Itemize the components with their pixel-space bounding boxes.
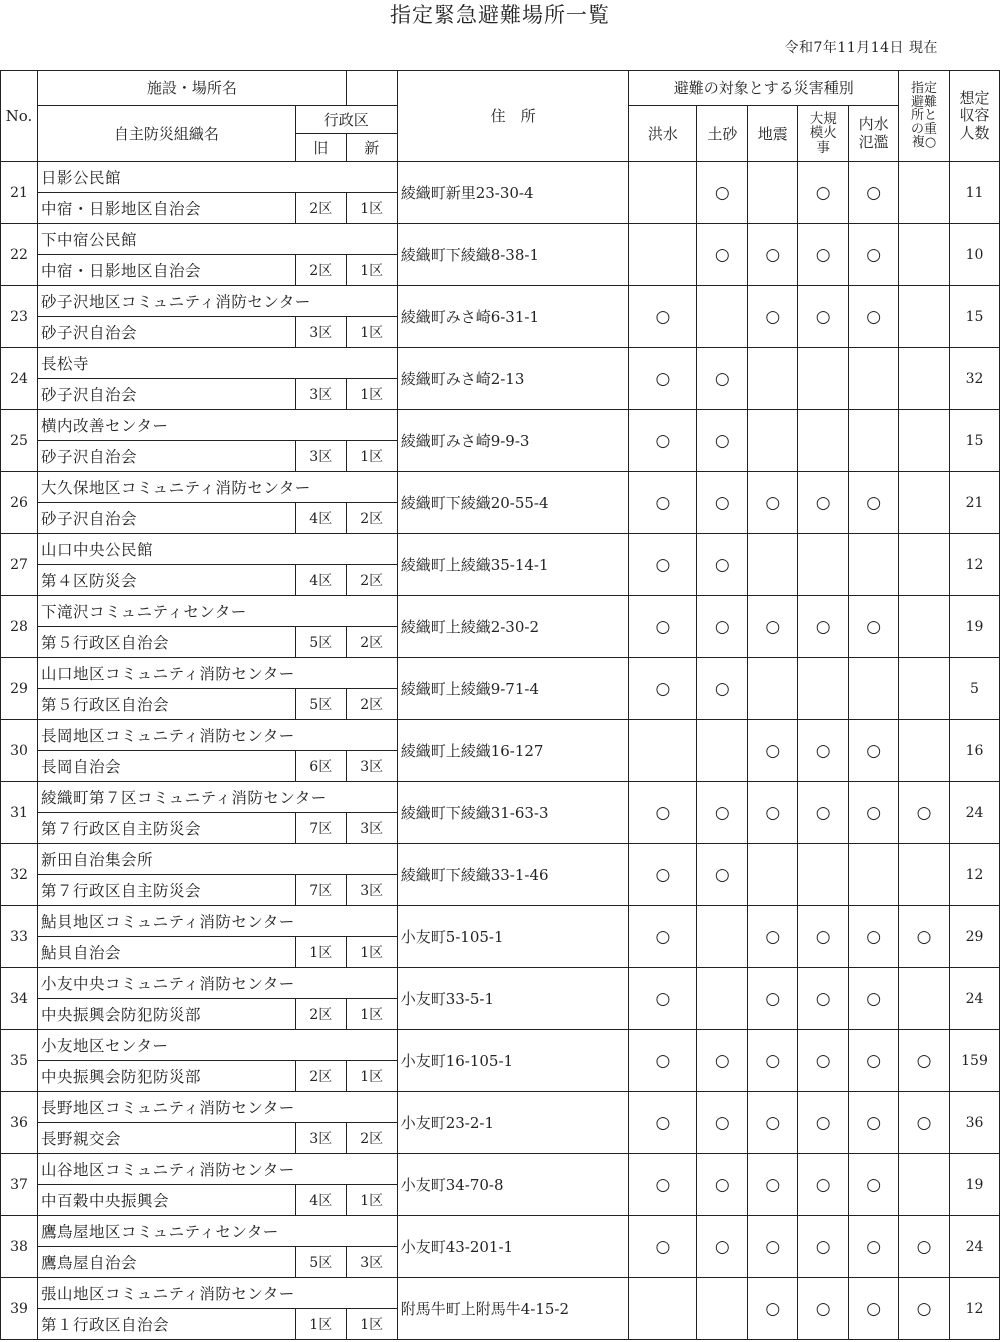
address: 綾織町下綾織8-38-1 [397,224,629,286]
mark-fire: ○ [798,596,849,658]
mark-fire: ○ [798,286,849,348]
capacity: 159 [949,1030,999,1092]
mark-earthquake [748,844,798,906]
mark-earthquake [748,534,798,596]
mark-fire: ○ [798,1216,849,1278]
ward-new: 1区 [346,441,397,472]
mark-fire [798,844,849,906]
mark-overlap [899,720,950,782]
ward-old: 3区 [295,317,346,348]
mark-sediment: ○ [697,534,748,596]
table-row [1,1092,1000,1123]
mark-fire [798,534,849,596]
table-row [1,596,1000,627]
facility-name: 山口地区コミュニティ消防センター [37,658,397,689]
mark-flood: ○ [629,1216,697,1278]
mark-overlap: ○ [899,1030,950,1092]
mark-earthquake: ○ [748,720,798,782]
facility-name: 鷹鳥屋地区コミュニティセンター [37,1216,397,1247]
page-title: 指定緊急避難場所一覧 [390,3,610,27]
mark-overlap: ○ [899,1092,950,1154]
facility-name: 長岡地区コミュニティ消防センター [37,720,397,751]
facility-name: 張山地区コミュニティ消防センター [37,1278,397,1309]
address: 綾織町上綾織2-30-2 [397,596,629,658]
mark-inland [849,410,899,472]
ward-new: 1区 [346,193,397,224]
address: 綾織町上綾織16-127 [397,720,629,782]
mark-fire: ○ [798,1092,849,1154]
capacity: 12 [949,534,999,596]
mark-earthquake: ○ [748,1030,798,1092]
mark-overlap [899,968,950,1030]
mark-overlap [899,410,950,472]
ward-old: 2区 [295,999,346,1030]
address: 綾織町みさ崎2-13 [397,348,629,410]
org-name: 砂子沢自治会 [37,441,295,472]
header-flood: 洪水 [629,106,697,162]
facility-name: 長松寺 [37,348,397,379]
mark-flood [629,224,697,286]
ward-old: 3区 [295,441,346,472]
org-name: 第５行政区自治会 [37,689,295,720]
address: 綾織町新里23-30-4 [397,162,629,224]
address: 綾織町みさ崎9-9-3 [397,410,629,472]
address: 小友町33-5-1 [397,968,629,1030]
facility-name: 長野地区コミュニティ消防センター [37,1092,397,1123]
row-number: 39 [1,1278,38,1340]
row-number: 24 [1,348,38,410]
mark-sediment [697,286,748,348]
address: 綾織町下綾織20-55-4 [397,472,629,534]
header-earthquake: 地震 [748,106,798,162]
row-number: 35 [1,1030,38,1092]
mark-fire [798,410,849,472]
mark-flood: ○ [629,844,697,906]
capacity: 11 [949,162,999,224]
row-number: 31 [1,782,38,844]
header-ward-new: 新 [346,134,397,162]
ward-old: 1区 [295,937,346,968]
row-number: 30 [1,720,38,782]
mark-flood: ○ [629,782,697,844]
table-row [1,1154,1000,1185]
address: 小友町5-105-1 [397,906,629,968]
header-inland-flood: 内水 氾濫 [849,106,899,162]
mark-inland [849,844,899,906]
ward-new: 3区 [346,1247,397,1278]
row-number: 36 [1,1092,38,1154]
mark-inland: ○ [849,472,899,534]
mark-overlap: ○ [899,906,950,968]
facility-name: 新田自治集会所 [37,844,397,875]
ward-old: 3区 [295,379,346,410]
ward-old: 3区 [295,1123,346,1154]
org-name: 中央振興会防犯防災部 [37,1061,295,1092]
org-name: 砂子沢自治会 [37,317,295,348]
table-row [1,224,1000,255]
table-row [1,968,1000,999]
mark-flood [629,162,697,224]
ward-old: 5区 [295,1247,346,1278]
mark-overlap [899,534,950,596]
mark-fire: ○ [798,968,849,1030]
row-number: 37 [1,1154,38,1216]
mark-sediment: ○ [697,596,748,658]
ward-new: 1区 [346,1185,397,1216]
address: 綾織町みさ崎6-31-1 [397,286,629,348]
mark-flood: ○ [629,1030,697,1092]
mark-sediment [697,720,748,782]
mark-sediment: ○ [697,658,748,720]
table-row [1,410,1000,441]
address: 附馬牛町上附馬牛4-15-2 [397,1278,629,1340]
row-number: 26 [1,472,38,534]
org-name: 第７行政区自主防災会 [37,875,295,906]
mark-sediment: ○ [697,1092,748,1154]
table-row [1,906,1000,937]
mark-overlap: ○ [899,1278,950,1340]
mark-overlap [899,658,950,720]
facility-name: 小友地区センター [37,1030,397,1061]
row-number: 38 [1,1216,38,1278]
org-name: 第７行政区自主防災会 [37,813,295,844]
facility-name: 小友中央コミュニティ消防センター [37,968,397,999]
mark-earthquake: ○ [748,596,798,658]
mark-inland: ○ [849,1216,899,1278]
header-disaster-types: 避難の対象とする災害種別 [629,71,899,106]
mark-overlap [899,224,950,286]
mark-earthquake: ○ [748,782,798,844]
mark-inland [849,534,899,596]
address: 小友町23-2-1 [397,1092,629,1154]
mark-sediment [697,968,748,1030]
header-org: 自主防災組織名 [37,106,295,162]
address: 小友町16-105-1 [397,1030,629,1092]
mark-sediment: ○ [697,224,748,286]
mark-overlap [899,162,950,224]
mark-sediment: ○ [697,472,748,534]
table-row [1,472,1000,503]
mark-sediment: ○ [697,782,748,844]
facility-name: 綾織町第７区コミュニティ消防センター [37,782,397,813]
facility-name: 日影公民館 [37,162,397,193]
ward-new: 2区 [346,1123,397,1154]
ward-new: 2区 [346,503,397,534]
mark-overlap [899,1154,950,1216]
mark-overlap [899,286,950,348]
facility-name: 大久保地区コミュニティ消防センター [37,472,397,503]
mark-sediment: ○ [697,162,748,224]
ward-old: 4区 [295,1185,346,1216]
mark-earthquake: ○ [748,1216,798,1278]
mark-inland [849,658,899,720]
table-row [1,658,1000,689]
mark-overlap [899,348,950,410]
org-name: 鮎貝自治会 [37,937,295,968]
capacity: 32 [949,348,999,410]
mark-earthquake: ○ [748,1154,798,1216]
header-facility: 施設・場所名 [37,71,346,106]
mark-earthquake: ○ [748,1092,798,1154]
mark-sediment: ○ [697,1030,748,1092]
row-number: 29 [1,658,38,720]
mark-flood: ○ [629,410,697,472]
ward-new: 1区 [346,1061,397,1092]
ward-old: 7区 [295,813,346,844]
mark-earthquake: ○ [748,224,798,286]
org-name: 中百穀中央振興会 [37,1185,295,1216]
mark-flood: ○ [629,472,697,534]
header-address: 住 所 [397,71,629,162]
capacity: 24 [949,1216,999,1278]
ward-new: 1区 [346,937,397,968]
org-name: 中央振興会防犯防災部 [37,999,295,1030]
mark-overlap: ○ [899,782,950,844]
mark-inland: ○ [849,782,899,844]
mark-earthquake: ○ [748,286,798,348]
facility-name: 山口中央公民館 [37,534,397,565]
ward-old: 4区 [295,503,346,534]
org-name: 長岡自治会 [37,751,295,782]
header-ward-old: 旧 [295,134,346,162]
mark-fire [798,658,849,720]
mark-inland: ○ [849,224,899,286]
capacity: 16 [949,720,999,782]
capacity: 15 [949,286,999,348]
mark-fire: ○ [798,224,849,286]
address: 小友町43-201-1 [397,1216,629,1278]
row-number: 32 [1,844,38,906]
ward-new: 3区 [346,751,397,782]
capacity: 19 [949,596,999,658]
org-name: 中宿・日影地区自治会 [37,193,295,224]
mark-fire: ○ [798,472,849,534]
mark-flood: ○ [629,348,697,410]
ward-old: 2区 [295,1061,346,1092]
mark-flood: ○ [629,968,697,1030]
table-row [1,348,1000,379]
address: 綾織町上綾織9-71-4 [397,658,629,720]
mark-flood [629,1278,697,1340]
row-number: 34 [1,968,38,1030]
row-number: 21 [1,162,38,224]
ward-old: 7区 [295,875,346,906]
mark-inland: ○ [849,720,899,782]
org-name: 鷹鳥屋自治会 [37,1247,295,1278]
ward-old: 5区 [295,689,346,720]
facility-name: 鮎貝地区コミュニティ消防センター [37,906,397,937]
ward-new: 3区 [346,875,397,906]
facility-name: 山谷地区コミュニティ消防センター [37,1154,397,1185]
mark-earthquake: ○ [748,968,798,1030]
org-name: 砂子沢自治会 [37,503,295,534]
ward-old: 1区 [295,1309,346,1340]
table-row [1,1030,1000,1061]
mark-sediment: ○ [697,844,748,906]
capacity: 12 [949,1278,999,1340]
row-number: 28 [1,596,38,658]
ward-new: 2区 [346,627,397,658]
ward-old: 5区 [295,627,346,658]
capacity: 24 [949,782,999,844]
mark-fire: ○ [798,906,849,968]
mark-inland: ○ [849,1092,899,1154]
table-row [1,1278,1000,1309]
facility-name: 下中宿公民館 [37,224,397,255]
mark-fire: ○ [798,162,849,224]
mark-fire: ○ [798,1278,849,1340]
row-number: 27 [1,534,38,596]
table-row [1,534,1000,565]
capacity: 19 [949,1154,999,1216]
mark-flood: ○ [629,534,697,596]
row-number: 22 [1,224,38,286]
table-row [1,844,1000,875]
mark-fire: ○ [798,720,849,782]
org-name: 第４区防災会 [37,565,295,596]
ward-new: 2区 [346,565,397,596]
org-name: 砂子沢自治会 [37,379,295,410]
facility-name: 下滝沢コミュニティセンター [37,596,397,627]
mark-sediment: ○ [697,1154,748,1216]
mark-fire [798,348,849,410]
mark-overlap [899,844,950,906]
ward-new: 2区 [346,689,397,720]
capacity: 29 [949,906,999,968]
org-name: 中宿・日影地区自治会 [37,255,295,286]
ward-new: 1区 [346,379,397,410]
ward-new: 1区 [346,317,397,348]
ward-new: 1区 [346,1309,397,1340]
mark-earthquake [748,348,798,410]
mark-overlap [899,472,950,534]
mark-inland [849,348,899,410]
header-no: No. [1,71,38,162]
as-of-date: 令和7年11月14日 現在 [784,40,938,56]
mark-flood [629,720,697,782]
address: 綾織町上綾織35-14-1 [397,534,629,596]
mark-sediment: ○ [697,348,748,410]
mark-inland: ○ [849,1154,899,1216]
address: 綾織町下綾織31-63-3 [397,782,629,844]
mark-inland: ○ [849,906,899,968]
mark-earthquake: ○ [748,1278,798,1340]
capacity: 36 [949,1092,999,1154]
ward-new: 3区 [346,813,397,844]
capacity: 10 [949,224,999,286]
facility-name: 横内改善センター [37,410,397,441]
mark-flood: ○ [629,1092,697,1154]
capacity: 24 [949,968,999,1030]
mark-earthquake [748,162,798,224]
mark-flood: ○ [629,286,697,348]
mark-fire: ○ [798,782,849,844]
org-name: 第１行政区自治会 [37,1309,295,1340]
mark-inland: ○ [849,1278,899,1340]
mark-sediment: ○ [697,410,748,472]
table-row [1,1216,1000,1247]
row-number: 25 [1,410,38,472]
mark-earthquake [748,410,798,472]
ward-old: 6区 [295,751,346,782]
table-row [1,782,1000,813]
row-number: 33 [1,906,38,968]
mark-flood: ○ [629,1154,697,1216]
mark-fire: ○ [798,1030,849,1092]
header-blank [346,71,397,106]
address: 小友町34-70-8 [397,1154,629,1216]
capacity: 5 [949,658,999,720]
mark-inland: ○ [849,286,899,348]
address: 綾織町下綾織33-1-46 [397,844,629,906]
row-number: 23 [1,286,38,348]
mark-earthquake [748,658,798,720]
ward-new: 1区 [346,255,397,286]
ward-old: 4区 [295,565,346,596]
facility-name: 砂子沢地区コミュニティ消防センター [37,286,397,317]
mark-earthquake: ○ [748,472,798,534]
ward-old: 2区 [295,255,346,286]
ward-old: 2区 [295,193,346,224]
mark-earthquake: ○ [748,906,798,968]
org-name: 第５行政区自治会 [37,627,295,658]
mark-sediment: ○ [697,1216,748,1278]
org-name: 長野親交会 [37,1123,295,1154]
capacity: 15 [949,410,999,472]
mark-flood: ○ [629,596,697,658]
capacity: 21 [949,472,999,534]
mark-inland: ○ [849,162,899,224]
mark-inland: ○ [849,1030,899,1092]
capacity: 12 [949,844,999,906]
table-row [1,286,1000,317]
mark-inland: ○ [849,596,899,658]
mark-flood: ○ [629,658,697,720]
table-row [1,720,1000,751]
header-ward: 行政区 [295,106,397,134]
header-large-fire: 大規 模火 事 [798,106,849,162]
evacuation-sites-table [0,70,1000,1340]
mark-flood: ○ [629,906,697,968]
mark-inland: ○ [849,968,899,1030]
mark-fire: ○ [798,1154,849,1216]
mark-overlap [899,596,950,658]
mark-sediment [697,906,748,968]
ward-new: 1区 [346,999,397,1030]
header-capacity: 想定 収容 人数 [949,71,999,162]
mark-overlap: ○ [899,1216,950,1278]
table-row [1,162,1000,193]
header-overlap: 指定 避難 所と の重 複○ [899,71,950,162]
header-sediment: 土砂 [697,106,748,162]
mark-sediment [697,1278,748,1340]
